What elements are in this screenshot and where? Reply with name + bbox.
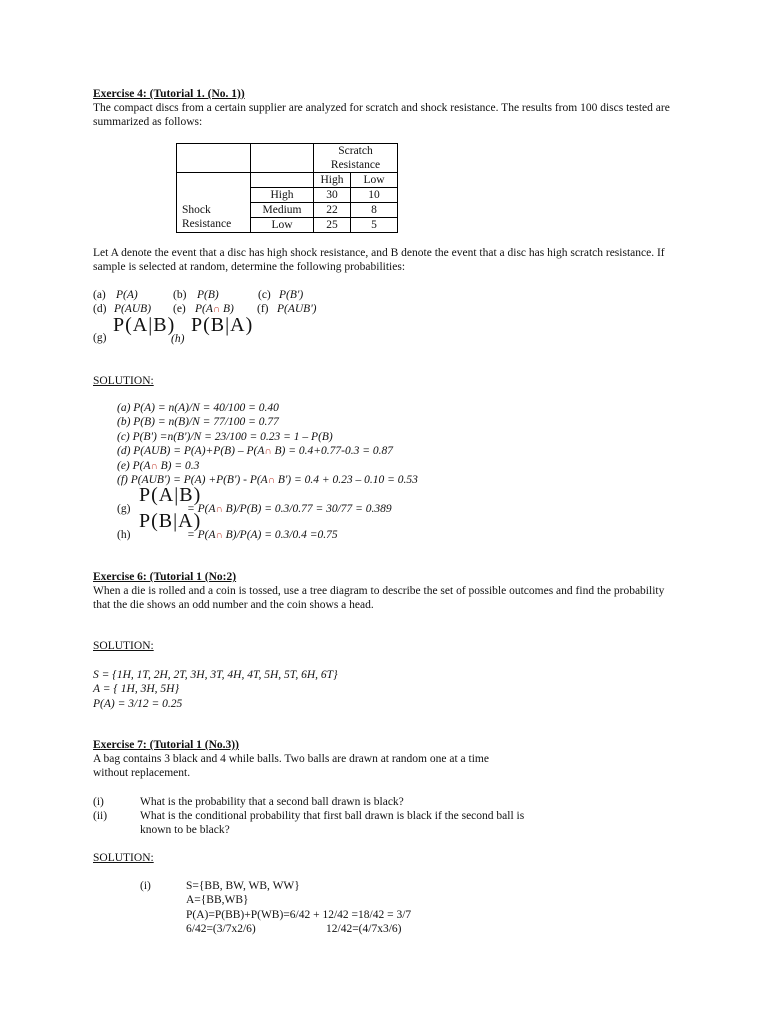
ex4-solution-label: SOLUTION: <box>93 375 154 387</box>
row-label-high: High <box>251 188 314 203</box>
intersection-icon: ∩ <box>150 460 158 472</box>
sol-e: (e) P(A∩ B) = 0.3 <box>117 459 200 472</box>
cell-medium-low: 8 <box>351 203 398 218</box>
ex6-event: A = { 1H, 3H, 5H} <box>93 683 180 696</box>
ex7-solution-label: SOLUTION: <box>93 852 154 864</box>
intersection-icon: ∩ <box>215 530 223 541</box>
ex7-solution-part-label: (i) <box>140 880 151 892</box>
cell-medium-high: 22 <box>314 203 351 218</box>
sol-d: (d) P(AUB) = P(A)+P(B) – P(A∩ B) = 0.4+0.77-0.3 = 0.87 <box>117 445 393 458</box>
cell-low-high: 25 <box>314 218 351 233</box>
ex6-probability: P(A) = 3/12 = 0.25 <box>93 697 183 710</box>
results-table <box>176 143 398 233</box>
ex4-let-text: Let A denote the event that a disc has high shock resistance, and B denote the event that a disc has high scratch resistance. If sample is selected at random, determine the following probabilities: <box>93 247 665 274</box>
intersection-icon: ∩ <box>212 304 221 315</box>
intersection-icon: ∩ <box>267 474 275 486</box>
ex7-breakdown: 6/42=(3/7x2/6) 12/42=(4/7x3/6) <box>186 923 402 936</box>
ex7-heading: Exercise 7: (Tutorial 1 (No.3)) <box>93 739 239 751</box>
row-label-medium: Medium <box>251 203 314 218</box>
intersection-icon: ∩ <box>215 504 223 515</box>
ex6-text: When a die is rolled and a coin is tossed, use a tree diagram to describe the set of possible outcomes and find the probability that the die shows an odd number and the coin shows a head. <box>93 585 665 612</box>
row-label-low: Low <box>251 218 314 233</box>
ex6-solution <box>93 668 338 711</box>
sol-a: (a) P(A) = n(A)/N = 40/100 = 0.40 <box>117 402 279 414</box>
sol-c: (c) P(B') =n(B')/N = 23/100 = 0.23 = 1 – P(B) <box>117 430 333 443</box>
ex6-solution-label: SOLUTION: <box>93 640 154 652</box>
ex7-text-line2: without replacement. <box>93 767 191 779</box>
intersection-icon: ∩ <box>264 446 272 458</box>
ex4-intro: The compact discs from a certain supplier are analyzed for scratch and shock resistance. The results from 100 discs tested are summarized as follows: <box>93 102 670 129</box>
ex7-sample-space: S={BB, BW, WB, WW} <box>186 880 300 892</box>
shock-header-line2: Resistance <box>182 218 232 230</box>
ex7-event: A={BB,WB} <box>186 894 249 907</box>
ex7-question-2-cont: known to be black? <box>140 824 230 836</box>
ex4-heading: Exercise 4: (Tutorial 1. (No. 1)) <box>93 88 245 100</box>
cond-prob-b-given-a: P(B|A) <box>191 314 254 336</box>
ex4-solution-list <box>117 401 657 487</box>
ex6-sample-space: S = {1H, 1T, 2H, 2T, 3H, 3T, 4H, 4T, 5H, 5T, 6H, 6T} <box>93 669 338 681</box>
ex7-solution <box>186 879 411 937</box>
cell-low-low: 5 <box>351 218 398 233</box>
sol-b: (b) P(B) = n(B)/N = 77/100 = 0.77 <box>117 416 279 429</box>
ex7-probability: P(A)=P(BB)+P(WB)=6/42 + 12/42 =18/42 = 3/7 <box>186 908 412 921</box>
cell-high-high: 30 <box>314 188 351 203</box>
shock-header-line1: Shock <box>182 204 211 216</box>
scratch-header-line1: Scratch <box>338 145 373 157</box>
sol-f: (f) P(AUB') = P(A) +P(B') - P(A∩ B') = 0.4 + 0.23 – 0.10 = 0.53 <box>117 473 418 486</box>
ex7-text-line1: A bag contains 3 black and 4 while balls. Two balls are drawn at random one at a time <box>93 753 489 765</box>
ex6-heading: Exercise 6: (Tutorial 1 (No:2) <box>93 571 237 583</box>
col-header-low: Low <box>351 173 398 188</box>
cell-high-low: 10 <box>351 188 398 203</box>
cond-prob-a-given-b: P(A|B) <box>113 314 176 336</box>
scratch-header-line2: Resistance <box>330 159 381 171</box>
col-header-high: High <box>314 173 351 188</box>
